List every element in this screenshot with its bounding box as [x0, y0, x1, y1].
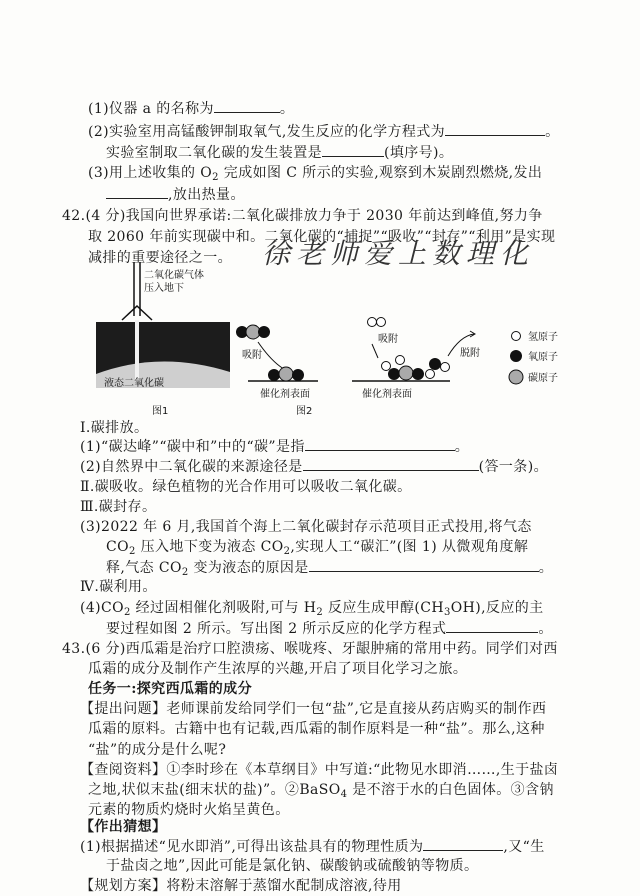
- q43-info-2: 之地,状似末盐(细末状的盐)”。②BaSO$_4$ 是不溶于水的白色固体。③含钠: [88, 781, 554, 800]
- section-4: Ⅳ.碳利用。: [80, 579, 157, 596]
- adsorb-label: 吸附: [242, 350, 262, 361]
- q43-hypothesis: 【作出猜想】: [80, 819, 167, 836]
- answer-blank[interactable]: [214, 98, 280, 113]
- hydrogen-atom: [377, 318, 386, 327]
- watermark: 徐老师爱上数理化: [262, 237, 535, 270]
- section-3: Ⅲ.碳封存。: [80, 498, 157, 515]
- liquid-label: 液态二氧化碳: [104, 378, 164, 389]
- legend-oxygen-icon: [510, 350, 522, 362]
- q42-stem-1: 42.(4 分)我国向世界承诺:二氧化碳排放力争于 2030 年前达到峰值,努力争: [62, 208, 543, 224]
- hydrogen-atom: [441, 363, 450, 372]
- q43-question-2: 瓜霜的原料。古籍中也有记载,西瓜霜的制作原料是一种“盐”。那么,这种: [88, 721, 545, 738]
- hydrogen-atom: [426, 370, 435, 379]
- q42-stem-2: 取 2060 年前实现碳中和。二氧化碳的“捕捉”“吸收”“封存”“利用”是实现: [88, 229, 556, 245]
- adsorb-arrow: [258, 342, 300, 374]
- task-1-heading: 任务一:探究西瓜霜的成分: [88, 681, 252, 698]
- q42-2: (2)自然界中二氧化碳的来源途径是 (答一条)。: [80, 456, 548, 477]
- q42-3: (3)2022 年 6 月,我国首个海上二氧化碳封存示范项目正式投用,将气态: [80, 518, 532, 535]
- q41-1: (1)仪器 a 的名称为 。: [88, 98, 294, 119]
- carbon-atom: [399, 366, 413, 380]
- legend-hydrogen-icon: [512, 332, 521, 341]
- legend-carbon: 碳原子: [528, 373, 558, 384]
- q42-3c: 释,气态 $CO_2$ 变为液态的原因是 。: [106, 557, 553, 583]
- oxygen-atom: [388, 368, 400, 380]
- q41-3: (3)用上述收集的 $O_2$ 完成如图 C 所示的实验,观察到木炭剧烈燃烧,发出: [88, 165, 543, 183]
- legend-hydrogen: 氢原子: [528, 332, 558, 343]
- pipe-underground: [135, 320, 139, 380]
- answer-blank[interactable]: [309, 557, 539, 572]
- q43-stem-1: 43.(6 分)西瓜霜是治疗口腔溃疡、喉咙疼、牙龈肿痛的常用中药。同学们对西: [62, 640, 558, 657]
- q43-question-1: 【提出问题】老师课前发给同学们一包“盐”,它是直接从药店购买的制作西: [80, 701, 547, 718]
- q42-3b: $CO_2$ 压入地下变为液态 $CO_2$,实现人工“碳汇”(图 1) 从微观角度解: [106, 539, 529, 558]
- adsorb-arrow-2: [372, 344, 378, 358]
- q43-stem-2: 瓜霜的成分及制作产生浓厚的兴趣,开启了项目化学习之旅。: [88, 660, 468, 677]
- surface-label-2: 催化剂表面: [362, 389, 412, 400]
- carbon-atom: [246, 325, 260, 339]
- hydrogen-atom: [396, 356, 405, 365]
- answer-blank[interactable]: [305, 436, 455, 451]
- answer-blank[interactable]: [423, 836, 503, 851]
- answer-blank[interactable]: [446, 618, 538, 633]
- q43-1b: 于盐卤之地”,因此可能是氯化钠、碳酸钠或硫酸钠等物质。: [106, 857, 479, 874]
- q42-4b: 要过程如图 2 所示。写出图 2 所示反应的化学方程式 。: [106, 618, 553, 639]
- q41-3b: ,放出热量。: [106, 184, 245, 205]
- section-2: Ⅱ.碳吸收。绿色植物的光合作用可以吸收二氧化碳。: [80, 478, 412, 495]
- oxygen-atom: [429, 358, 441, 370]
- oxygen-atom: [412, 368, 424, 380]
- adsorb-label-2: 吸附: [378, 334, 398, 345]
- oxygen-atom: [258, 326, 270, 338]
- q42-stem-3: 减排的重要途径之一。: [88, 250, 232, 266]
- q43-plan: 【规划方案】将粉末溶解于蒸馏水配制成溶液,待用: [80, 877, 402, 894]
- q42-4: $(4)CO_2$ 经过固相催化剂吸附,可与 $H_2$ 反应生成甲醇$(CH_3OH)$,反应的主: [80, 599, 544, 618]
- answer-blank[interactable]: [106, 184, 168, 199]
- answer-blank[interactable]: [303, 456, 479, 471]
- section-1: Ⅰ.碳排放。: [80, 420, 149, 436]
- answer-blank[interactable]: [445, 121, 545, 136]
- q42-1: (1)“碳达峰”“碳中和”中的“碳”是指 。: [80, 436, 469, 457]
- carbon-atom: [279, 367, 293, 381]
- oxygen-atom: [268, 369, 280, 381]
- legend-oxygen: 氧原子: [528, 352, 558, 363]
- q41-2b: 实验室制取二氧化碳的发生装置是 (填序号)。: [106, 142, 453, 163]
- q43-1: (1)根据描述“见水即消”,可得出该盐具有的物理性质为 ,又“生: [80, 836, 545, 857]
- hydrogen-atom: [368, 318, 377, 327]
- oxygen-atom: [292, 369, 304, 381]
- q43-info-3: 元素的物质灼烧时火焰呈黄色。: [88, 802, 290, 819]
- fig2-caption: 图2: [296, 406, 313, 417]
- pipe-label-1: 二氧化碳气体: [144, 270, 204, 281]
- q41-2: (2)实验室用高锰酸钾制取氧气,发生反应的化学方程式为 。: [88, 121, 560, 142]
- hydrogen-atom: [382, 362, 391, 371]
- q43-info-1: 【查阅资料】①李时珍在《本草纲目》中写道:“此物见水即消……,生于盐卤: [80, 761, 559, 778]
- desorb-label: 脱附: [460, 348, 480, 359]
- figure-1-2: [90, 256, 610, 421]
- pipe-label-2: 压入地下: [144, 283, 184, 294]
- fig1-caption: 图1: [152, 406, 169, 417]
- legend-carbon-icon: [509, 370, 523, 384]
- pipe-flange: [122, 306, 152, 320]
- surface-label: 催化剂表面: [260, 389, 310, 400]
- answer-blank[interactable]: [322, 142, 384, 157]
- q43-question-3: “盐”的成分是什么呢?: [88, 741, 227, 758]
